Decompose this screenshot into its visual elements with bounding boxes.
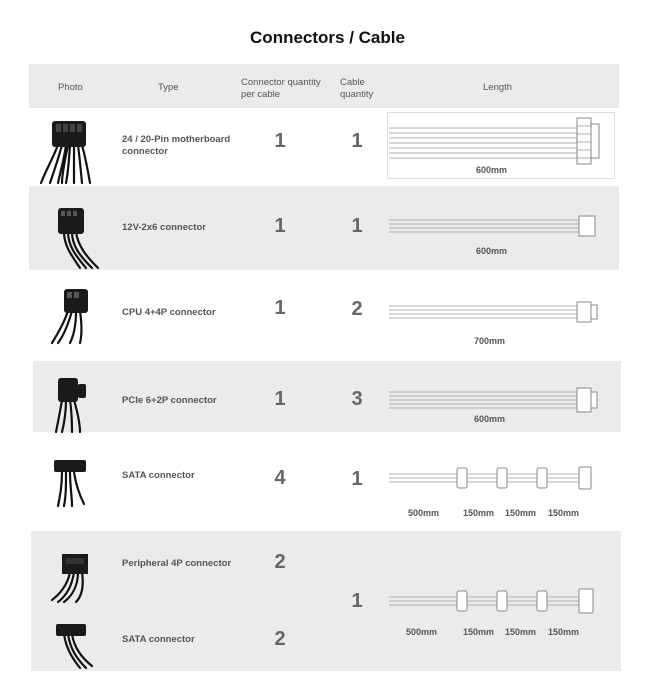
row7-type: SATA connector	[122, 634, 195, 645]
12v-2x6-connector-photo	[50, 204, 106, 270]
row6-length-4: 150mm	[548, 627, 580, 637]
header-connector-quantity-line2: per cable	[241, 89, 281, 100]
row3-type: CPU 4+4P connector	[122, 307, 216, 318]
sata-connector-photo	[50, 456, 100, 508]
row4-cable-diagram	[387, 385, 607, 415]
row2-connector-qty: 1	[274, 215, 286, 237]
row5-type: SATA connector	[122, 470, 195, 481]
row3-cable-diagram	[387, 298, 607, 328]
row1-cable-qty: 1	[351, 130, 363, 152]
row5-cable-qty: 1	[351, 468, 363, 490]
row1-cable-diagram	[387, 116, 613, 166]
row5-length-2: 150mm	[463, 508, 495, 518]
row2-length: 600mm	[476, 246, 508, 256]
row1-type-line2: connector	[122, 146, 168, 157]
row3-connector-qty: 1	[274, 297, 286, 319]
header-length: Length	[483, 82, 513, 93]
header-connector-quantity-line1: Connector quantity	[241, 77, 321, 88]
row5-length-4: 150mm	[548, 508, 580, 518]
row6-length-2: 150mm	[463, 627, 495, 637]
row6-length-1: 500mm	[406, 627, 438, 637]
header-row	[29, 64, 619, 108]
row6-length-3: 150mm	[505, 627, 537, 637]
header-type: Type	[158, 82, 179, 93]
sata-connector-photo-2	[50, 620, 100, 670]
row3-length: 700mm	[474, 336, 506, 346]
pcie-connector-photo	[50, 374, 106, 434]
row1-connector-qty: 1	[274, 130, 286, 152]
row2-type: 12V-2x6 connector	[122, 222, 206, 233]
row5-length-3: 150mm	[505, 508, 537, 518]
header-photo: Photo	[58, 82, 83, 93]
motherboard-connector-photo	[38, 115, 98, 185]
row7-connector-qty: 2	[274, 628, 286, 650]
row4-type: PCIe 6+2P connector	[122, 395, 217, 406]
row3-cable-qty: 2	[351, 298, 363, 320]
peripheral-connector-photo	[50, 550, 100, 602]
row1-type-line1: 24 / 20-Pin motherboard	[122, 134, 231, 145]
row5-connector-qty: 4	[274, 467, 286, 489]
row4-connector-qty: 1	[274, 388, 286, 410]
row2-cable-diagram	[387, 212, 607, 242]
row4-length: 600mm	[474, 414, 506, 424]
row1-length: 600mm	[476, 165, 508, 175]
header-cable-quantity-line1: Cable	[340, 77, 365, 88]
header-cable-quantity-line2: quantity	[340, 89, 374, 100]
row6-connector-qty: 2	[274, 551, 286, 573]
row5-cable-diagram	[387, 463, 607, 493]
cpu-connector-photo	[48, 285, 104, 345]
row4-cable-qty: 3	[351, 388, 363, 410]
row6-cable-diagram	[387, 586, 607, 616]
row5-length-1: 500mm	[408, 508, 440, 518]
row6-cable-qty: 1	[351, 590, 363, 612]
page-title: Connectors / Cable	[250, 28, 405, 47]
row2-cable-qty: 1	[351, 215, 363, 237]
row6-type: Peripheral 4P connector	[122, 558, 232, 569]
